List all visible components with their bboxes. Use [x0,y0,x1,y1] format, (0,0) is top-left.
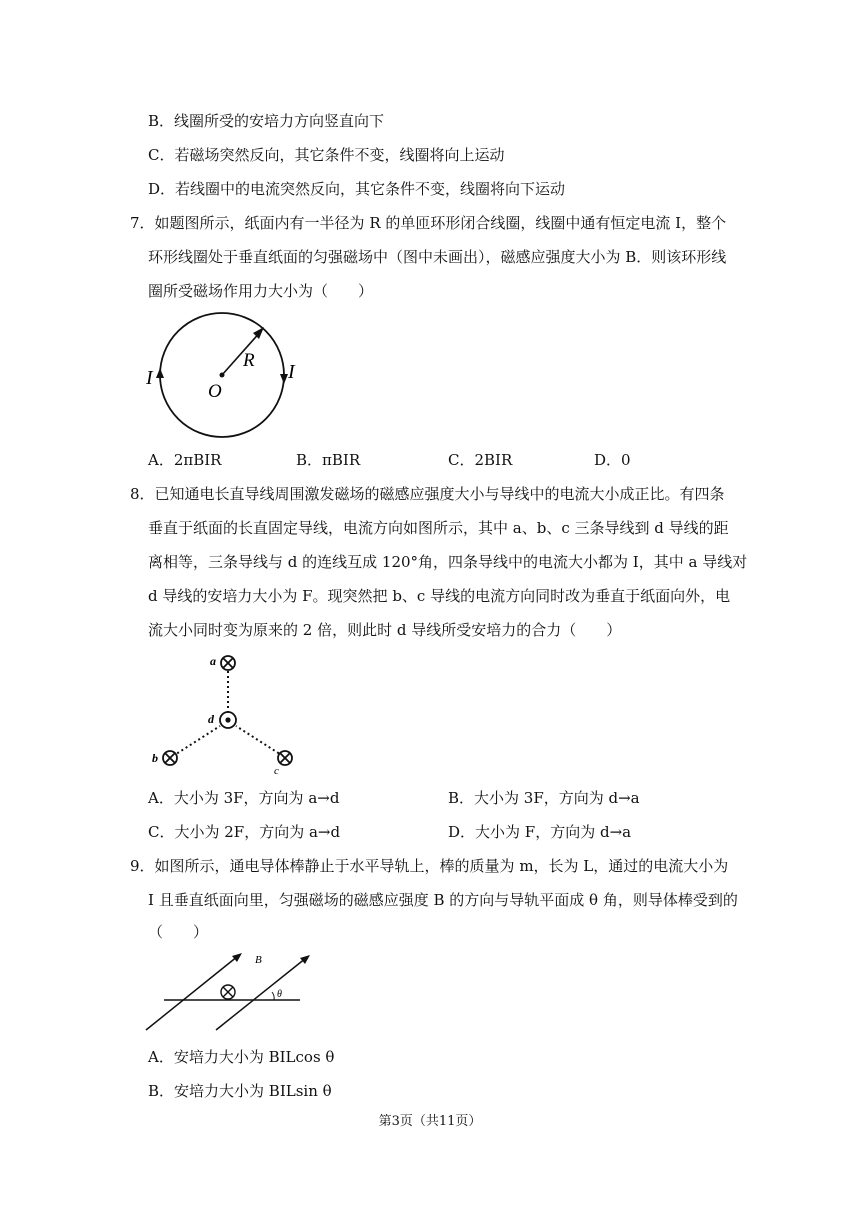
q7-text-line-2: 环形线圈处于垂直纸面的匀强磁场中（图中未画出），磁感应强度大小为 B．则该环形线 [148,248,727,266]
q9-text-line-2: I 且垂直纸面向里，匀强磁场的磁感应强度 B 的方向与导轨平面成 θ 角，则导体棒受到的 [148,891,738,909]
theta-label: θ [277,989,282,1000]
left-current-arrow [156,368,164,378]
field-arrow-right [300,955,310,964]
q9-text-line-1: 9．如图所示，通电导体棒静止于水平导轨上，棒的质量为 m，长为 L，通过的电流大小为 [130,857,729,875]
center-label: O [208,381,222,402]
q8-text-line-4: d 导线的安培力大小为 F。现突然把 b、c 导线的电流方向同时改为垂直于纸面向外，电 [148,587,731,605]
page-number: 第3页（共11页） [378,1114,482,1129]
q6-option-d: D．若线圈中的电流突然反向，其它条件不变，线圈将向下运动 [148,180,566,198]
q7-text-line-3: 圈所受磁场作用力大小为（ ） [148,282,374,300]
q9-option-b: B．安培力大小为 BILsin θ [148,1082,332,1100]
line-b-d [173,726,220,756]
field-arrow-left [232,953,242,962]
q9-rail-figure [140,948,320,1038]
q8-option-d: D．大小为 F，方向为 d→a [448,823,632,841]
q7-text-line-1: 7．如题图所示，纸面内有一半径为 R 的单匝环形闭合线圈，线圈中通有恒定电流 I，整个 [130,214,727,232]
q6-option-b: B．线圈所受的安培力方向竖直向下 [148,112,385,130]
q8-option-c: C．大小为 2F，方向为 a→d [148,823,341,841]
center-point [220,373,225,378]
wire-d-label: d [208,712,214,726]
radius-label: R [243,350,255,371]
wire-a-label: a [210,654,216,668]
q8-option-b: B．大小为 3F，方向为 d→a [448,789,640,807]
q8-text-line-2: 垂直于纸面的长直固定导线，电流方向如图所示，其中 a、b、c 三条导线到 d 导线的距 [148,519,729,537]
q8-text-line-1: 8．已知通电长直导线周围激发磁场的磁感应强度大小与导线中的电流大小成正比。有四条 [130,485,725,503]
theta-arc [272,992,274,1000]
q8-text-line-3: 离相等，三条导线与 d 的连线互成 120°角，四条导线中的电流大小都为 I，其中 a 导线对 [148,553,748,571]
q9-text-line-3: （ ） [148,923,209,941]
line-c-d [236,726,283,756]
q7-option-c: C．2BIR [448,451,513,469]
q8-option-a: A．大小为 3F，方向为 a→d [148,789,340,807]
q8-text-line-5: 流大小同时变为原来的 2 倍，则此时 d 导线所受安培力的合力（ ） [148,621,622,639]
wire-b-label: b [152,751,158,765]
q7-option-b: B．πBIR [296,451,361,469]
conductor-into-page-icon [221,985,235,999]
q7-option-d: D．0 [594,451,631,469]
wire-b-into-page-icon [163,751,177,765]
q8-wires-figure [146,650,306,775]
wire-d-out-of-page-icon [220,712,236,728]
radius-line [222,330,262,375]
right-current-arrow [280,374,288,384]
wire-c-label: c [274,765,279,775]
wire-a-into-page-icon [221,656,235,670]
right-current-label: I [288,361,295,383]
field-b-label: B [255,954,262,966]
q6-option-c: C．若磁场突然反向，其它条件不变，线圈将向上运动 [148,146,505,164]
left-current-label: I [146,367,153,389]
wire-c-into-page-icon [278,751,292,765]
q7-circle-figure [140,308,310,448]
q9-option-a: A．安培力大小为 BILcos θ [148,1048,335,1066]
q7-option-a: A．2πBIR [148,451,222,469]
